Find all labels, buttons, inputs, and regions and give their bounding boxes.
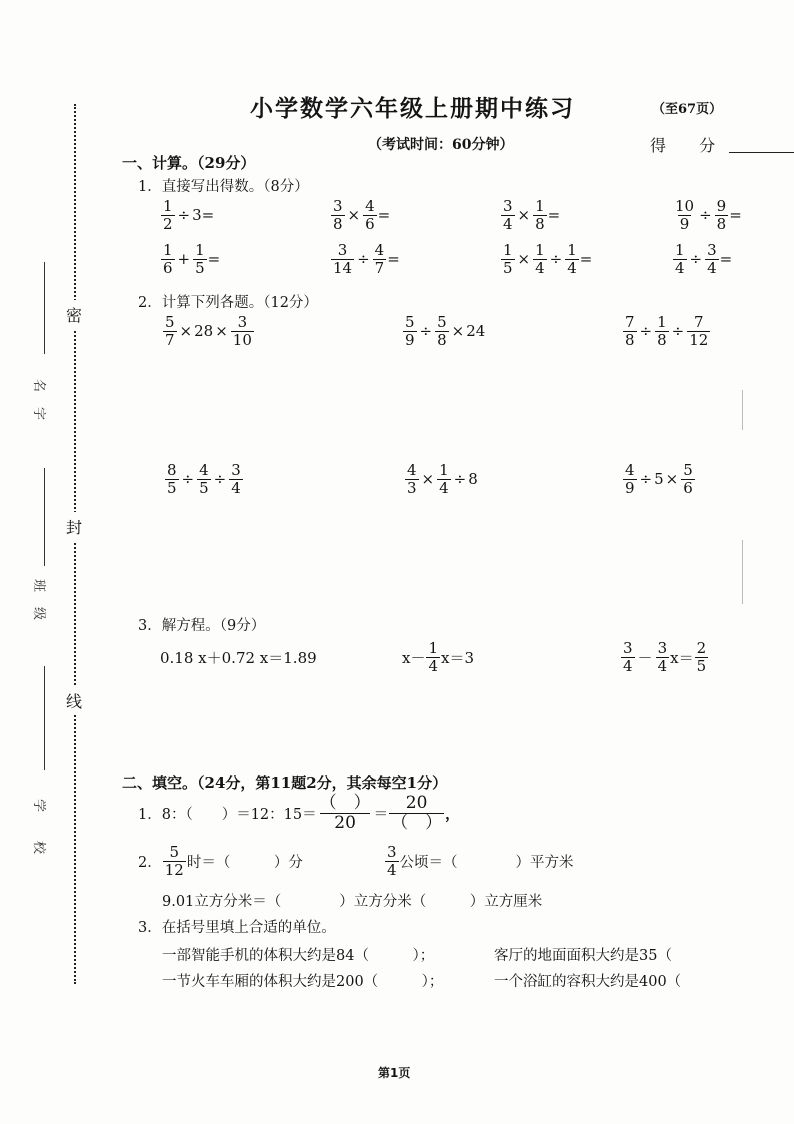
field-char-school1: 学: [31, 798, 47, 813]
seal-char-xian: 线: [66, 686, 82, 715]
fill-q3-label: 3．在括号里填上合适的单位。: [138, 920, 336, 936]
section1-heading: 一、计算。（29分）: [122, 154, 256, 172]
calc-problem: $\frac{5}{9}$ ÷ $\frac{5}{8}$ × 24: [405, 313, 486, 349]
page-number: 第1页: [378, 1066, 411, 1080]
seal-char-mi: 密: [66, 300, 82, 329]
calc-problem: $\frac{4}{9}$ ÷ 5 × $\frac{5}{6}$: [625, 461, 693, 497]
calc-item: $\frac{1}{5}$ × $\frac{1}{4}$ ÷ $\frac{1}{4}$ =: [503, 241, 593, 277]
field-char-name2: 字: [31, 406, 47, 421]
calc-item: $\frac{3}{4}$ × $\frac{1}{8}$ =: [503, 197, 561, 233]
score-label: 得 分: [650, 136, 730, 155]
fill-q3-line2b[interactable]: 一个浴缸的容积大约是400（: [494, 974, 682, 990]
calc-problem: $\frac{4}{3}$ × $\frac{1}{4}$ ÷ 8: [407, 461, 478, 497]
equation-1: 0.18 x＋0.72 x＝1.89: [160, 649, 317, 667]
calc-item: $\frac{10}{9}$ ÷ $\frac{9}{8}$ =: [675, 197, 742, 233]
section2-heading: 二、填空。（24分，第11题2分，其余每空1分）: [122, 774, 448, 792]
fill-q3-line1b[interactable]: 客厅的地面面积大约是35（: [494, 948, 672, 964]
q2-label: 2．计算下列各题。（12分）: [138, 295, 318, 311]
calc-item: $\frac{3}{14}$ ÷ $\frac{4}{7}$ =: [333, 241, 400, 277]
calc-problem: $\frac{7}{8}$ ÷ $\frac{1}{8}$ ÷ $\frac{7}{12}$: [625, 313, 709, 349]
equation-2: x－ $\frac{1}{4}$ x＝3: [402, 639, 475, 675]
fill-q1[interactable]: 1． 8：（ ）＝12：15＝ $\frac{( )}{20}$ ＝ $\frac{20}{( )}$ ，: [138, 793, 460, 833]
fill-q3-line1a[interactable]: 一部智能手机的体积大约是84（ ）；: [162, 948, 435, 964]
name-field-line: [44, 262, 45, 354]
school-field-line: [44, 666, 45, 770]
title-note: （至67页）: [652, 102, 723, 117]
exam-time: （考试时间：60分钟）: [368, 137, 514, 153]
calc-problem: $\frac{5}{7}$ × 28 × $\frac{3}{10}$: [165, 313, 252, 349]
equation-3: $\frac{3}{4}$ － $\frac{3}{4}$ x＝ $\frac{2}{5}$: [623, 639, 707, 675]
fill-q2-line2[interactable]: 9.01立方分米＝（ ）立方分米（ ）立方厘米: [162, 894, 543, 910]
q1-label: 1．直接写出得数。（8分）: [138, 179, 309, 195]
fill-q2-part2[interactable]: $\frac{3}{4}$ 公顷＝（ ）平方米: [387, 843, 574, 879]
fill-q3-line2a[interactable]: 一节火车车厢的体积大约是200（ ）；: [162, 974, 444, 990]
field-char-name1: 名: [31, 378, 47, 393]
seal-char-feng: 封: [66, 512, 82, 541]
score-field[interactable]: [650, 133, 794, 156]
binding-dotted-line: [74, 104, 76, 984]
fill-q2-part1[interactable]: 2． $\frac{5}{12}$ 时＝（ ）分: [138, 843, 303, 879]
scan-edge-mark: [742, 540, 743, 604]
q3-label: 3．解方程。（9分）: [138, 618, 266, 634]
calc-item: $\frac{1}{4}$ ÷ $\frac{3}{4}$ =: [675, 241, 733, 277]
calc-problem: $\frac{8}{5}$ ÷ $\frac{4}{5}$ ÷ $\frac{3}{4}$: [167, 461, 241, 497]
score-blank[interactable]: [729, 152, 794, 153]
class-field-line: [44, 468, 45, 566]
calc-item: $\frac{1}{6}$ + $\frac{1}{5}$ =: [163, 241, 221, 277]
page-title: 小学数学六年级上册期中练习: [250, 96, 575, 122]
field-char-class2: 级: [31, 606, 47, 621]
field-char-school2: 校: [31, 840, 47, 855]
calc-item: $\frac{1}{2}$ ÷ 3 =: [163, 197, 215, 233]
calc-item: $\frac{3}{8}$ × $\frac{4}{6}$ =: [333, 197, 391, 233]
field-char-class1: 班: [31, 578, 47, 593]
scan-edge-mark: [742, 390, 743, 430]
